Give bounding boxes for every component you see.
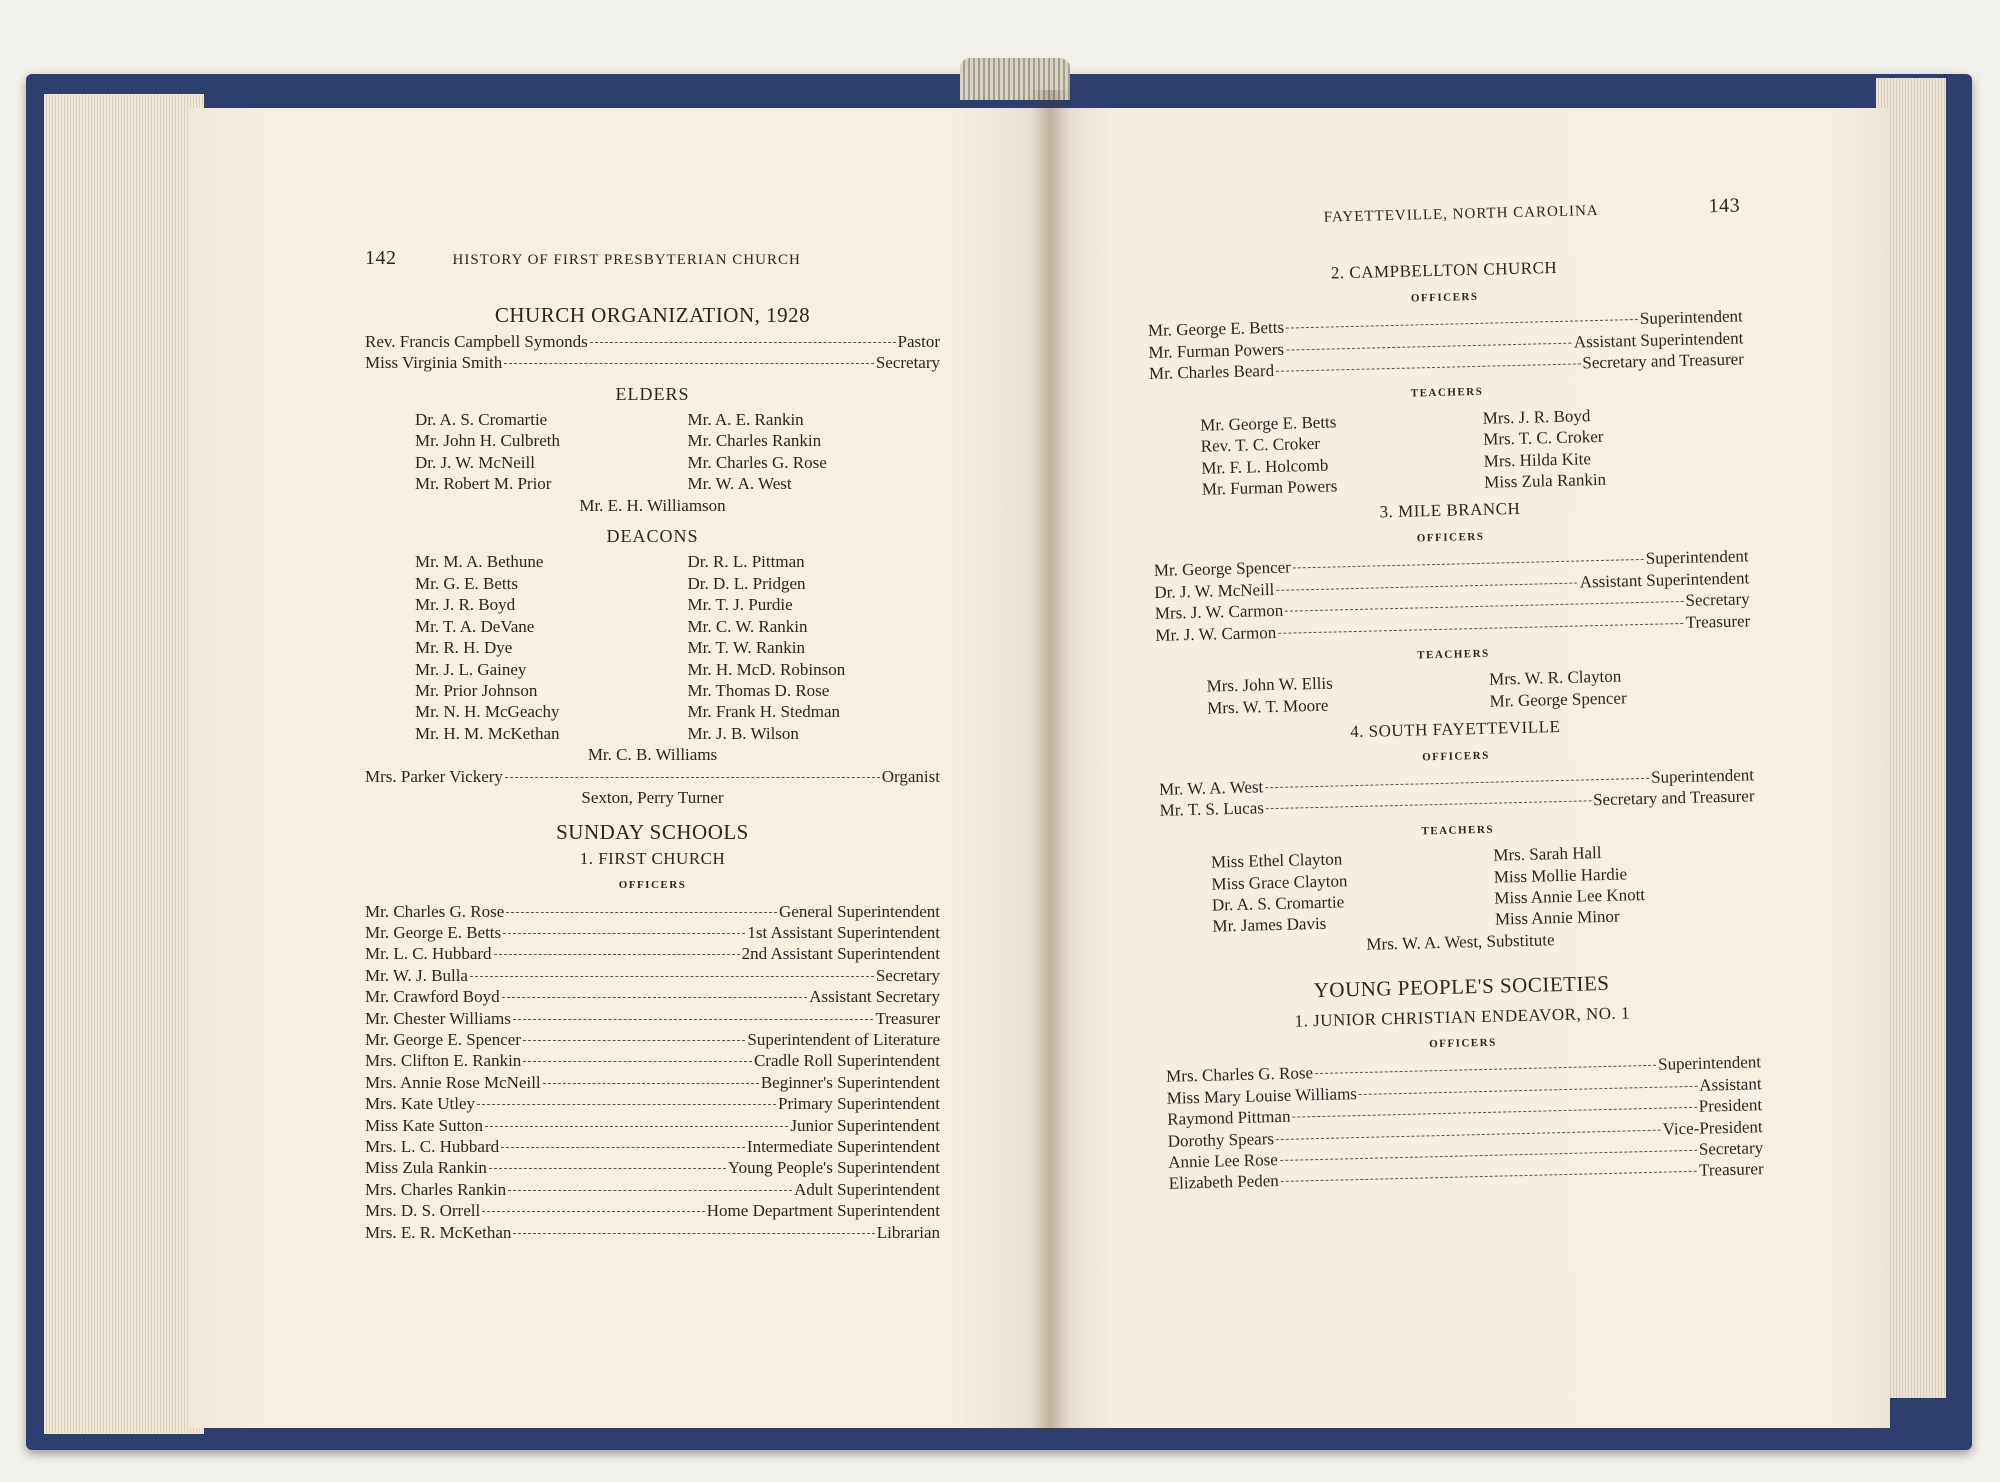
name-entry: Mr. J. L. Gainey <box>415 659 527 679</box>
officer-row <box>365 943 940 964</box>
officer-role: Intermediate Superintendent <box>746 1137 940 1157</box>
officer-row <box>365 1179 940 1200</box>
officers-list <box>365 331 940 374</box>
officer-name: Mrs. Annie Rose McNeill <box>365 1072 541 1092</box>
south-teachers-left <box>1211 845 1476 937</box>
leader-dots <box>1276 581 1577 590</box>
name-entry: Miss Zula Rankin <box>1484 469 1607 492</box>
leader-dots <box>494 953 740 955</box>
running-head-left: HISTORY OF FIRST PRESBYTERIAN CHURCH <box>452 252 801 268</box>
name-entry: Mr. G. E. Betts <box>415 573 518 593</box>
officers-label: OFFICERS <box>1429 1036 1497 1051</box>
name-entry: Mr. Prior Johnson <box>415 680 538 700</box>
leader-dots <box>482 1210 705 1212</box>
name-entry: Mr. H. McD. Robinson <box>687 659 846 679</box>
officer-role: Secretary and Treasurer <box>1592 786 1755 810</box>
leader-dots <box>1286 318 1638 329</box>
officer-row <box>365 901 940 922</box>
officer-name: Miss Kate Sutton <box>365 1115 484 1135</box>
leader-dots <box>590 341 896 343</box>
name-entry: Mrs. T. C. Croker <box>1482 427 1604 450</box>
name-entry: Mr. N. H. McGeachy <box>415 702 560 722</box>
name-entry: Mr. T. W. Rankin <box>687 638 805 658</box>
deacon-last: Mr. C. B. Williams <box>587 745 718 765</box>
teachers-label: TEACHERS <box>1410 386 1484 400</box>
leader-dots <box>505 776 880 778</box>
teachers-label: TEACHERS <box>1417 647 1490 662</box>
name-entry: Miss Mollie Hardie <box>1493 863 1628 887</box>
name-entry: Mr. T. A. DeVane <box>415 616 535 636</box>
leader-dots <box>1280 1149 1697 1161</box>
officer-role: Assistant Secretary <box>809 987 940 1007</box>
mile-branch-officers <box>1154 546 1751 646</box>
officer-role: Superintendent <box>1645 546 1749 569</box>
officer-name: Mr. George E. Spencer <box>365 1030 521 1049</box>
officer-role: Assistant Superintendent <box>1579 568 1750 592</box>
officer-name: Mrs. Kate Utley <box>365 1094 476 1114</box>
leader-dots <box>1265 777 1649 788</box>
name-entry: Mr. George E. Betts <box>1200 412 1337 435</box>
leader-dots <box>543 1082 759 1084</box>
leader-dots <box>1278 621 1683 633</box>
name-entry: Mr. M. A. Bethune <box>415 552 544 572</box>
running-head-right: FAYETTEVILLE, NORTH CAROLINA <box>1323 202 1599 226</box>
officer-role: Primary Superintendent <box>778 1094 940 1114</box>
campbellton-teachers-right <box>1482 401 1747 493</box>
name-entry: Mr. A. E. Rankin <box>687 410 804 430</box>
officer-role: Librarian <box>876 1222 940 1242</box>
officer-row <box>365 1029 940 1050</box>
elders-grid <box>365 409 940 495</box>
officer-role: Young People's Superintendent <box>728 1158 940 1178</box>
mile-branch-teachers-right <box>1489 663 1752 712</box>
leader-dots <box>1293 558 1644 569</box>
officer-role: Adult Superintendent <box>794 1179 940 1199</box>
officer-role: Superintendent of Literature <box>747 1030 940 1049</box>
name-entry: Mr. Charles G. Rose <box>687 452 827 472</box>
officer-row <box>365 1008 940 1029</box>
officers-label: OFFICERS <box>618 879 687 892</box>
officer-row <box>365 986 940 1007</box>
leader-dots <box>513 1232 874 1234</box>
name-entry: Mr. James Davis <box>1212 914 1327 936</box>
name-entry: Mr. T. J. Purdie <box>687 595 793 615</box>
officer-role: Home Department Superintendent <box>706 1201 940 1221</box>
name-entry: Dr. J. W. McNeill <box>415 452 535 472</box>
officer-name: Rev. Francis Campbell Symonds <box>365 331 588 351</box>
leader-dots <box>489 1167 726 1169</box>
organist-role: Organist <box>881 766 940 786</box>
campbellton-officers <box>1148 306 1744 385</box>
south-substitute: Mrs. W. A. West, Substitute <box>1366 929 1555 954</box>
name-entry: Mr. C. W. Rankin <box>687 616 808 636</box>
mile-branch-heading: 3. MILE BRANCH <box>1379 499 1521 522</box>
officer-row <box>365 1222 940 1243</box>
officer-row <box>365 1200 940 1221</box>
name-entry: Miss Grace Clayton <box>1211 870 1348 894</box>
organist-row <box>365 766 940 787</box>
officer-name: Elizabeth Peden <box>1168 1171 1279 1194</box>
officer-name: Miss Mary Louise Williams <box>1166 1083 1358 1108</box>
name-entry: Dr. A. S. Cromartie <box>1211 892 1345 915</box>
south-fayetteville-heading: 4. SOUTH FAYETTEVILLE <box>1349 717 1561 742</box>
officer-name: Mr. George Spencer <box>1153 557 1292 581</box>
officer-role: Secretary <box>1698 1138 1764 1159</box>
officer-role: Superintendent <box>1639 306 1744 329</box>
elders-heading: ELDERS <box>615 383 690 404</box>
deacons-left-column <box>415 551 668 744</box>
name-entry: Mr. J. R. Boyd <box>415 595 516 615</box>
teachers-label: TEACHERS <box>1421 823 1495 838</box>
leader-dots <box>1281 1170 1697 1182</box>
leader-dots <box>513 1018 874 1020</box>
running-header-left <box>365 248 940 271</box>
junior-endeavor-officers <box>1166 1052 1764 1195</box>
officer-role: Superintendent <box>1657 1052 1762 1075</box>
name-entry: Mr. John H. Culbreth <box>415 431 560 451</box>
officer-role: President <box>1698 1095 1763 1116</box>
officer-name: Mr. Crawford Boyd <box>365 987 500 1007</box>
name-entry: Mr. W. A. West <box>687 474 792 494</box>
officer-row <box>365 331 940 352</box>
campbellton-heading: 2. CAMPBELLTON CHURCH <box>1330 258 1558 283</box>
south-fayetteville-officers <box>1159 764 1755 821</box>
name-entry: Mr. Frank H. Stedman <box>687 702 841 722</box>
officer-role: Treasurer <box>875 1008 940 1028</box>
name-entry: Dr. R. L. Pittman <box>687 552 805 572</box>
leader-dots <box>503 932 745 934</box>
organist-name: Mrs. Parker Vickery <box>365 766 503 786</box>
book-gutter <box>1030 90 1070 1430</box>
officer-role: General Superintendent <box>779 901 940 921</box>
officer-name: Mr. W. A. West <box>1158 777 1264 799</box>
officer-name: Mr. George E. Betts <box>365 922 502 942</box>
leader-dots <box>1315 1064 1656 1074</box>
name-entry: Mr. Furman Powers <box>1201 476 1338 499</box>
officer-name: Mr. Chester Williams <box>365 1008 511 1028</box>
leader-dots <box>477 1103 776 1105</box>
name-entry: Dr. D. L. Pridgen <box>687 573 806 593</box>
officer-name: Mrs. Charles Rankin <box>365 1179 507 1199</box>
officer-role: Treasurer <box>1698 1159 1764 1181</box>
leader-dots <box>1359 1085 1697 1095</box>
leader-dots <box>470 975 874 977</box>
leader-dots <box>485 1125 788 1127</box>
officer-row <box>365 1136 940 1157</box>
name-entry: Mr. Robert M. Prior <box>415 474 552 494</box>
deacons-right-column <box>688 551 941 744</box>
south-fayetteville-teachers <box>1161 838 1758 938</box>
leader-dots <box>523 1060 752 1062</box>
name-entry: Mr. George Spencer <box>1489 688 1627 711</box>
leader-dots <box>508 1189 792 1191</box>
name-entry: Mrs. W. T. Moore <box>1206 695 1329 718</box>
officer-role: 1st Assistant Superintendent <box>747 922 940 942</box>
officer-role: Secretary <box>1685 589 1750 611</box>
section-title: CHURCH ORGANIZATION, 1928 <box>494 303 811 328</box>
officer-name: Mrs. L. C. Hubbard <box>365 1137 500 1157</box>
officer-role: Vice-President <box>1662 1116 1763 1139</box>
officer-row <box>365 965 940 986</box>
page-number-right: 143 <box>1708 194 1741 218</box>
name-entry: Miss Ethel Clayton <box>1210 849 1343 872</box>
name-entry: Mrs. W. R. Clayton <box>1488 666 1622 690</box>
officer-name: Mr. J. W. Carmon <box>1155 622 1277 645</box>
name-entry: Mr. H. M. McKethan <box>415 723 560 743</box>
name-entry: Mr. J. B. Wilson <box>687 723 799 743</box>
officer-role: Superintendent <box>1650 765 1755 787</box>
officer-name: Dorothy Spears <box>1167 1128 1275 1151</box>
name-entry: Miss Annie Lee Knott <box>1494 884 1646 908</box>
officer-role: Beginner's Superintendent <box>760 1072 940 1092</box>
sunday-schools-heading: SUNDAY SCHOOLS <box>556 820 749 845</box>
officer-role: Assistant Superintendent <box>1573 328 1744 352</box>
page-number-left: 142 <box>365 247 397 269</box>
officer-name: Raymond Pittman <box>1166 1106 1291 1129</box>
leader-dots <box>523 1039 745 1041</box>
name-entry: Mr. F. L. Holcomb <box>1201 455 1329 478</box>
name-entry: Dr. A. S. Cromartie <box>415 410 548 430</box>
name-entry: Mr. Thomas D. Rose <box>687 680 830 700</box>
officer-name: Mr. Charles Beard <box>1148 360 1275 383</box>
name-entry: Mr. Charles Rankin <box>687 431 822 451</box>
deacons-grid <box>365 551 940 744</box>
young-peoples-heading: YOUNG PEOPLE'S SOCIETIES <box>1313 971 1610 1003</box>
name-entry: Rev. T. C. Croker <box>1200 434 1321 456</box>
elder-last: Mr. E. H. Williamson <box>579 495 726 515</box>
sexton-line: Sexton, Perry Turner <box>581 787 724 807</box>
campbellton-teachers-left <box>1200 408 1465 500</box>
officer-role: Secretary <box>875 353 940 373</box>
officer-row <box>365 1050 940 1071</box>
mile-branch-teachers-left <box>1206 670 1469 719</box>
officer-name: Dr. J. W. McNeill <box>1154 579 1275 602</box>
officer-role: Cradle Roll Superintendent <box>753 1051 940 1071</box>
right-page-content <box>1145 195 1764 1194</box>
officer-name: Mrs. J. W. Carmon <box>1154 600 1284 623</box>
officer-role: Secretary <box>875 965 940 985</box>
officer-row <box>365 1157 940 1178</box>
officer-row <box>365 1115 940 1136</box>
officer-row <box>365 1093 940 1114</box>
officer-name: Annie Lee Rose <box>1168 1150 1279 1172</box>
officer-row <box>365 922 940 943</box>
page-edges-left <box>44 94 204 1434</box>
campbellton-teachers <box>1150 401 1747 501</box>
name-entry: Mrs. John W. Ellis <box>1206 673 1333 696</box>
officer-name: Mr. George E. Betts <box>1147 317 1285 341</box>
elders-right-column <box>688 409 941 495</box>
junior-endeavor-heading: 1. JUNIOR CHRISTIAN ENDEAVOR, NO. 1 <box>1294 1002 1631 1031</box>
officer-name: Miss Zula Rankin <box>365 1158 487 1178</box>
name-entry: Mrs. Sarah Hall <box>1493 843 1602 865</box>
officer-name: Mr. W. J. Bulla <box>365 965 468 985</box>
leader-dots <box>502 996 808 998</box>
officer-role: Pastor <box>897 331 940 351</box>
officer-row <box>365 1072 940 1093</box>
officer-name: Mr. Furman Powers <box>1148 339 1285 362</box>
leader-dots <box>1292 1106 1696 1118</box>
leader-dots <box>1276 1128 1661 1139</box>
first-church-heading: 1. FIRST CHURCH <box>579 848 726 868</box>
officer-name: Miss Virginia Smith <box>365 353 503 373</box>
officer-name: Mrs. Charles G. Rose <box>1165 1063 1314 1087</box>
leader-dots <box>1276 362 1580 371</box>
officer-row <box>365 352 940 373</box>
leader-dots <box>1286 341 1572 350</box>
left-page-content <box>365 248 940 1243</box>
leader-dots <box>506 911 777 913</box>
officers-label: OFFICERS <box>1421 749 1490 763</box>
officer-role: Assistant <box>1698 1074 1762 1095</box>
officer-name: Mrs. D. S. Orrell <box>365 1201 481 1221</box>
mile-branch-teachers <box>1156 663 1752 720</box>
officer-role: Secretary and Treasurer <box>1582 349 1745 373</box>
leader-dots <box>1285 600 1683 612</box>
officer-name: Mr. L. C. Hubbard <box>365 944 492 964</box>
officer-role: 2nd Assistant Superintendent <box>741 944 940 964</box>
officer-role: Junior Superintendent <box>790 1115 940 1135</box>
name-entry: Mr. R. H. Dye <box>415 638 513 658</box>
leader-dots <box>504 362 874 364</box>
leader-dots <box>501 1146 745 1148</box>
officer-name: Mrs. E. R. McKethan <box>365 1222 512 1242</box>
name-entry: Mrs. J. R. Boyd <box>1482 406 1591 428</box>
deacons-heading: DEACONS <box>606 526 699 547</box>
officer-name: Mr. T. S. Lucas <box>1159 798 1265 821</box>
elders-left-column <box>415 409 668 495</box>
officer-name: Mrs. Clifton E. Rankin <box>365 1051 522 1071</box>
name-entry: Mrs. Hilda Kite <box>1483 448 1592 471</box>
leader-dots <box>1266 800 1591 810</box>
officers-label: OFFICERS <box>1410 290 1479 305</box>
officer-role: Treasurer <box>1685 610 1751 632</box>
officer-name: Mr. Charles G. Rose <box>365 901 505 921</box>
name-entry: Miss Annie Minor <box>1494 906 1620 930</box>
sunday-school-officers <box>365 901 940 1244</box>
officers-label: OFFICERS <box>1416 530 1485 545</box>
south-teachers-right <box>1493 838 1758 930</box>
